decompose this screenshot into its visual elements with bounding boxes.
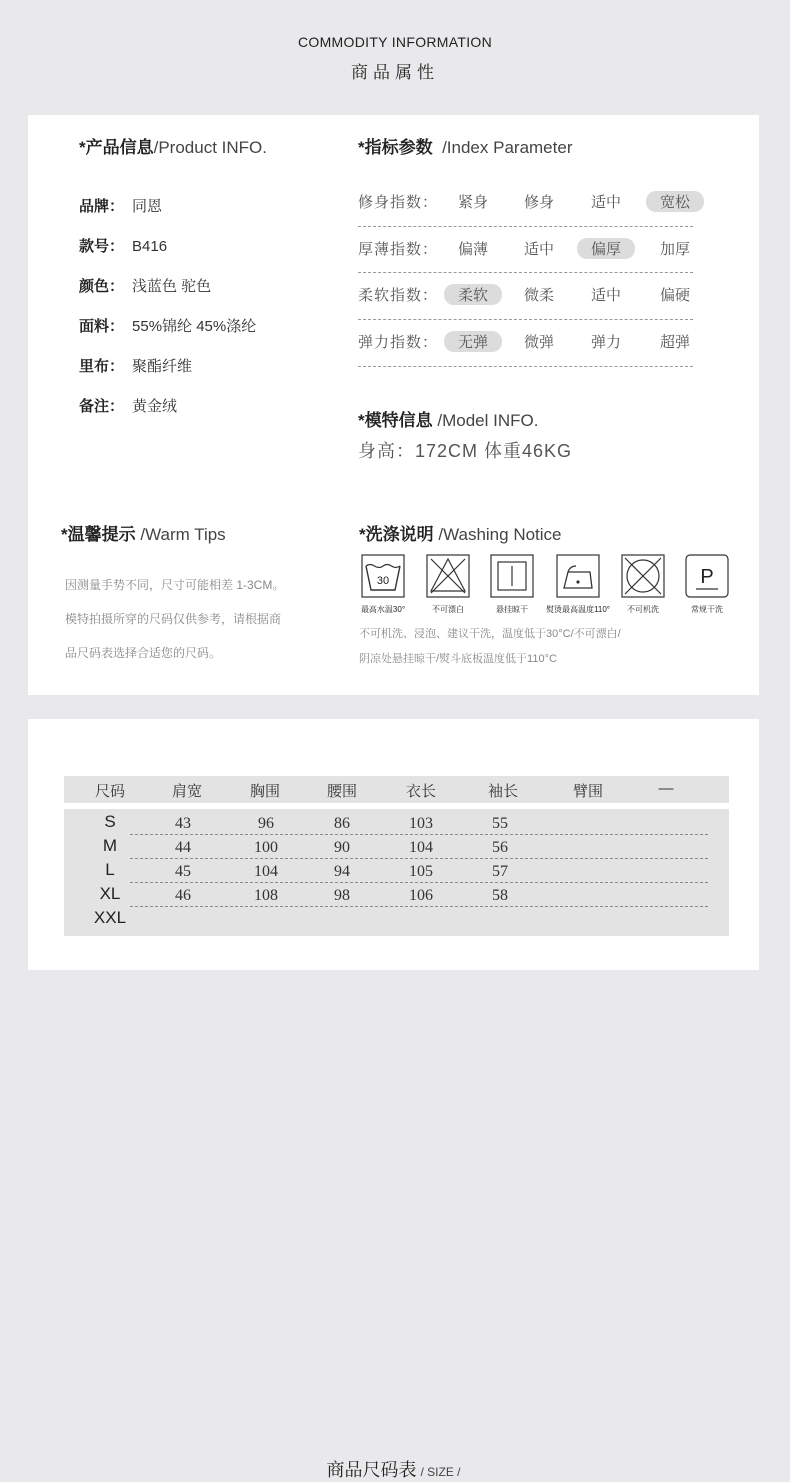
wash-icon-label: 悬挂晾干: [496, 605, 528, 614]
row-divider: [130, 882, 708, 883]
dry-clean-icon: [685, 554, 729, 598]
wash-icon-label: 不可机洗: [627, 605, 659, 614]
product-info-title: *产品信息/Product INFO.: [79, 138, 267, 157]
warm-tip-line: 模特拍摄所穿的尺码仅供参考，请根据商: [65, 612, 282, 626]
model-measurements: 身高：172CM 体重46KG: [358, 441, 573, 461]
table-cell: 105: [409, 863, 433, 880]
index-row-softness: 柔软指数： 柔软 微柔 适中 偏硬: [358, 280, 693, 310]
table-cell: 100: [254, 839, 278, 856]
index-option: 适中: [523, 241, 554, 258]
table-cell: 44: [175, 839, 191, 856]
info-row-fabric: 面料： 55%锦纶 45%涤纶: [79, 318, 257, 335]
table-cell: 106: [409, 887, 433, 904]
size-label: XL: [99, 884, 121, 903]
row-divider: [130, 834, 708, 835]
dry-clean-letter: P: [700, 566, 714, 588]
index-option: 超弹: [659, 334, 690, 351]
table-cell: 104: [409, 839, 433, 856]
warm-tip-line: 品尺码表选择合适您的尺码。: [65, 646, 222, 660]
index-option-selected: 宽松: [646, 191, 704, 212]
table-cell: 55: [492, 815, 508, 832]
washing-note-line: 阴凉处悬挂晾干/熨斗底板温度低于110°C: [359, 653, 557, 665]
washing-note-line: 不可机洗、浸泡、建议干洗，温度低于30°C/不可漂白/: [359, 628, 621, 640]
index-option: 修身: [523, 194, 554, 211]
table-cell: 86: [334, 815, 350, 832]
size-label: S: [104, 812, 116, 831]
size-table-header: [64, 776, 729, 803]
model-info-title: *模特信息 /Model INFO.: [358, 411, 539, 430]
size-table-body: [64, 809, 729, 936]
index-option: 弹力: [590, 334, 621, 351]
size-label: XXL: [93, 908, 127, 927]
header-cell: 袖长: [487, 783, 518, 800]
info-row-brand: 品牌： 同恩: [79, 198, 163, 215]
wash-icon-label: 不可漂白: [432, 605, 464, 614]
header-cell: —: [658, 780, 674, 797]
size-table-title: 商品尺码表 / SIZE /: [326, 1460, 461, 1480]
table-cell: 98: [334, 887, 350, 904]
warm-tips-title: *温馨提示 /Warm Tips: [61, 525, 226, 544]
table-cell: 90: [334, 839, 350, 856]
header-cell: 胸围: [249, 783, 280, 800]
table-cell: 104: [254, 863, 278, 880]
wash-30-icon: [361, 554, 405, 598]
iron-icon: [556, 554, 600, 598]
header-cell: 臂围: [572, 783, 603, 800]
table-cell: 96: [258, 815, 274, 832]
row-divider: [130, 906, 708, 907]
index-option: 偏硬: [659, 287, 690, 304]
index-option: 紧身: [457, 194, 488, 211]
table-cell: 58: [492, 887, 508, 904]
washing-notice-title: *洗涤说明 /Washing Notice: [359, 525, 562, 544]
hang-dry-icon: [490, 554, 534, 598]
info-row-color: 颜色： 浅蓝色 驼色: [79, 278, 212, 295]
header-cell: 腰围: [326, 783, 357, 800]
divider: [358, 272, 693, 273]
info-row-style: 款号： B416: [79, 238, 168, 255]
table-cell: 108: [254, 887, 278, 904]
divider: [358, 319, 693, 320]
divider: [358, 226, 693, 227]
table-cell: 43: [175, 815, 191, 832]
info-row-remark: 备注： 黄金绒: [79, 398, 178, 415]
wash-temp-text: 30: [376, 575, 390, 587]
index-option: 偏薄: [457, 241, 488, 258]
index-row-thickness: 厚薄指数： 偏薄 适中 偏厚 加厚: [358, 234, 693, 264]
index-option-selected: 无弹: [444, 331, 502, 352]
size-label: M: [102, 836, 118, 855]
table-cell: 46: [175, 887, 191, 904]
warm-tip-line: 因测量手势不同，尺寸可能相差 1-3CM。: [65, 578, 285, 592]
index-option: 适中: [590, 287, 621, 304]
index-parameter-title: *指标参数 /Index Parameter: [358, 138, 573, 157]
header-cell: 衣长: [405, 783, 436, 800]
divider: [358, 366, 693, 367]
header-cell: 肩宽: [171, 783, 202, 800]
index-row-elasticity: 弹力指数： 无弹 微弹 弹力 超弹: [358, 327, 693, 357]
index-option: 适中: [590, 194, 621, 211]
header-cell: 尺码: [94, 783, 125, 800]
info-row-lining: 里布： 聚酯纤维: [79, 358, 193, 375]
wash-icon-label: 最高水温30°: [360, 605, 406, 614]
index-option: 微柔: [523, 287, 554, 304]
index-option: 加厚: [659, 241, 690, 258]
row-divider: [130, 858, 708, 859]
size-label: L: [105, 860, 115, 879]
wash-icon-label: 常规干洗: [691, 605, 723, 614]
index-option-selected: 柔软: [444, 284, 502, 305]
index-option-selected: 偏厚: [577, 238, 635, 259]
table-cell: 45: [175, 863, 191, 880]
wash-icon-label: 熨烫最高温度110°: [546, 605, 610, 614]
index-option: 微弹: [523, 334, 554, 351]
table-cell: 94: [334, 863, 350, 880]
no-bleach-icon: [426, 554, 470, 598]
table-cell: 57: [492, 863, 508, 880]
table-cell: 56: [492, 839, 508, 856]
no-machine-wash-icon: [621, 554, 665, 598]
header-title-cn: 商品属性: [351, 63, 439, 82]
table-cell: 103: [409, 815, 433, 832]
index-row-fit: 修身指数： 紧身 修身 适中 宽松: [358, 187, 693, 217]
header-title-en: COMMODITY INFORMATION: [298, 34, 492, 50]
